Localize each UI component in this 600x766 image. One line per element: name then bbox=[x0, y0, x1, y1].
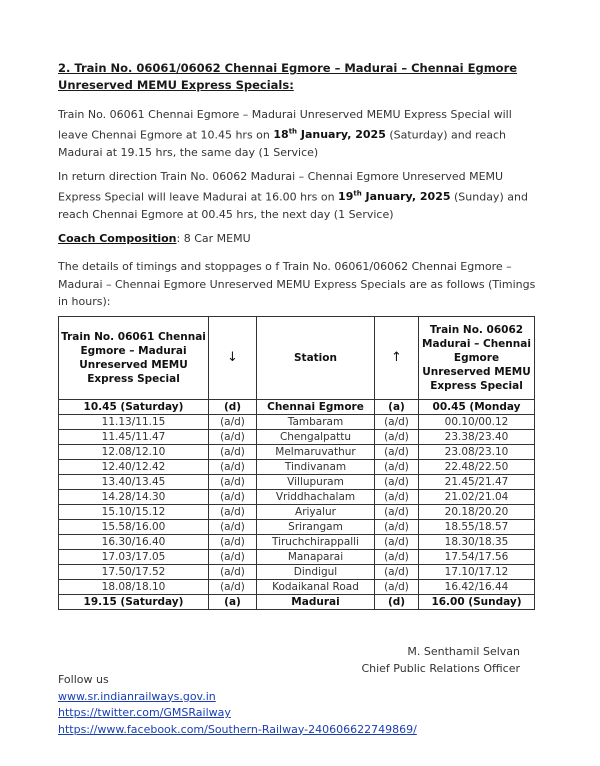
para2-text-end: (Sunday) and reach Chennai Egmore at 00.45 hrs, the next day (1 Service) bbox=[58, 190, 528, 221]
cell-return-ad: (a/d) bbox=[375, 565, 419, 580]
cell-return-time: 23.38/23.40 bbox=[419, 430, 535, 445]
signatory-name: M. Senthamil Selvan bbox=[407, 645, 520, 658]
cell-outbound-ad: (a/d) bbox=[209, 475, 257, 490]
cell-return-ad: (a/d) bbox=[375, 430, 419, 445]
follow-us-label: Follow us bbox=[58, 673, 109, 686]
cell-station: Melmaruvathur bbox=[257, 445, 375, 460]
cell-return-ad: (a/d) bbox=[375, 445, 419, 460]
para1-month-year: January, 2025 bbox=[297, 128, 386, 142]
cell-return-ad: (a) bbox=[375, 400, 419, 415]
paragraph-return bbox=[58, 168, 540, 223]
table-row bbox=[59, 565, 535, 580]
header-station: Station bbox=[257, 317, 375, 400]
cell-return-ad: (a/d) bbox=[375, 520, 419, 535]
table-row bbox=[59, 520, 535, 535]
cell-outbound-ad: (a/d) bbox=[209, 565, 257, 580]
para1-day-suffix: th bbox=[288, 127, 298, 136]
cell-outbound-time: 12.08/12.10 bbox=[59, 445, 209, 460]
cell-station: Manaparai bbox=[257, 550, 375, 565]
facebook-link[interactable]: https://www.facebook.com/Southern-Railway-240606622749869/ bbox=[58, 722, 417, 736]
cell-outbound-time: 12.40/12.42 bbox=[59, 460, 209, 475]
cell-return-ad: (a/d) bbox=[375, 415, 419, 430]
coach-composition bbox=[58, 232, 251, 245]
cell-return-ad: (a/d) bbox=[375, 475, 419, 490]
para1-text-start: Train No. 06061 Chennai Egmore – Madurai Unreserved MEMU Express Special will leave Chennai Egmore at 10.45 hrs on bbox=[58, 108, 512, 142]
cell-station: Chengalpattu bbox=[257, 430, 375, 445]
cell-outbound-ad: (a/d) bbox=[209, 535, 257, 550]
signatory-title: Chief Public Relations Officer bbox=[361, 662, 520, 675]
cell-return-time: 20.18/20.20 bbox=[419, 505, 535, 520]
table-row bbox=[59, 595, 535, 610]
cell-return-ad: (a/d) bbox=[375, 550, 419, 565]
cell-outbound-ad: (a/d) bbox=[209, 430, 257, 445]
coach-composition-label: Coach Composition bbox=[58, 232, 177, 245]
para1-day: 18 bbox=[273, 128, 289, 142]
cell-return-time: 21.02/21.04 bbox=[419, 490, 535, 505]
cell-return-time: 17.54/17.56 bbox=[419, 550, 535, 565]
cell-return-time: 18.30/18.35 bbox=[419, 535, 535, 550]
cell-outbound-ad: (a/d) bbox=[209, 415, 257, 430]
cell-station: Kodaikanal Road bbox=[257, 580, 375, 595]
table-row bbox=[59, 400, 535, 415]
cell-station: Chennai Egmore bbox=[257, 400, 375, 415]
table-row bbox=[59, 445, 535, 460]
cell-station: Tindivanam bbox=[257, 460, 375, 475]
cell-outbound-time: 17.50/17.52 bbox=[59, 565, 209, 580]
cell-return-time: 18.55/18.57 bbox=[419, 520, 535, 535]
cell-outbound-ad: (a) bbox=[209, 595, 257, 610]
cell-station: Villupuram bbox=[257, 475, 375, 490]
cell-return-time: 00.45 (Monday bbox=[419, 400, 535, 415]
cell-outbound-ad: (a/d) bbox=[209, 445, 257, 460]
cell-return-ad: (a/d) bbox=[375, 535, 419, 550]
cell-outbound-ad: (a/d) bbox=[209, 550, 257, 565]
header-outbound-train: Train No. 06061 Chennai Egmore – Madurai Unreserved MEMU Express Special bbox=[59, 317, 209, 400]
cell-return-time: 22.48/22.50 bbox=[419, 460, 535, 475]
cell-outbound-ad: (a/d) bbox=[209, 505, 257, 520]
cell-outbound-time: 13.40/13.45 bbox=[59, 475, 209, 490]
cell-station: Srirangam bbox=[257, 520, 375, 535]
cell-station: Vriddhachalam bbox=[257, 490, 375, 505]
para1-date bbox=[273, 128, 385, 141]
follow-us-block bbox=[58, 672, 417, 738]
timetable-body bbox=[59, 400, 535, 610]
para2-month-year: January, 2025 bbox=[361, 190, 451, 204]
cell-return-ad: (a/d) bbox=[375, 505, 419, 520]
cell-outbound-time: 18.08/18.10 bbox=[59, 580, 209, 595]
cell-return-time: 23.08/23.10 bbox=[419, 445, 535, 460]
cell-station: Tambaram bbox=[257, 415, 375, 430]
table-row bbox=[59, 490, 535, 505]
header-up-arrow: ↑ bbox=[375, 317, 419, 400]
cell-return-time: 17.10/17.12 bbox=[419, 565, 535, 580]
timetable-header-row bbox=[59, 317, 535, 400]
cell-outbound-time: 17.03/17.05 bbox=[59, 550, 209, 565]
cell-station: Dindigul bbox=[257, 565, 375, 580]
cell-outbound-time: 16.30/16.40 bbox=[59, 535, 209, 550]
table-row bbox=[59, 460, 535, 475]
cell-outbound-ad: (a/d) bbox=[209, 580, 257, 595]
twitter-link[interactable]: https://twitter.com/GMSRailway bbox=[58, 706, 231, 719]
cell-return-ad: (d) bbox=[375, 595, 419, 610]
paragraph-timings-intro: The details of timings and stoppages o f Train No. 06061/06062 Chennai Egmore – Madurai – Chennai Egmore Unreserved MEMU Express Specials are as follows (Timings in hours): bbox=[58, 260, 536, 308]
cell-outbound-time: 11.13/11.15 bbox=[59, 415, 209, 430]
para1-text-end: (Saturday) and reach Madurai at 19.15 hrs, the same day (1 Service) bbox=[58, 128, 506, 159]
table-row bbox=[59, 430, 535, 445]
cell-station: Ariyalur bbox=[257, 505, 375, 520]
cell-outbound-ad: (a/d) bbox=[209, 490, 257, 505]
cell-outbound-time: 19.15 (Saturday) bbox=[59, 595, 209, 610]
cell-outbound-time: 11.45/11.47 bbox=[59, 430, 209, 445]
table-row bbox=[59, 505, 535, 520]
cell-return-time: 16.42/16.44 bbox=[419, 580, 535, 595]
cell-outbound-time: 14.28/14.30 bbox=[59, 490, 209, 505]
cell-outbound-time: 10.45 (Saturday) bbox=[59, 400, 209, 415]
cell-outbound-ad: (a/d) bbox=[209, 520, 257, 535]
paragraph-outbound bbox=[58, 106, 540, 161]
table-row bbox=[59, 580, 535, 595]
section-heading: 2. Train No. 06061/06062 Chennai Egmore – Madurai – Chennai Egmore Unreserved MEMU Express Specials: bbox=[58, 61, 518, 92]
coach-composition-value: : 8 Car MEMU bbox=[176, 232, 251, 245]
cell-station: Tiruchchirappalli bbox=[257, 535, 375, 550]
header-down-arrow: ↓ bbox=[209, 317, 257, 400]
para2-date bbox=[338, 190, 450, 203]
cell-return-ad: (a/d) bbox=[375, 580, 419, 595]
table-row bbox=[59, 535, 535, 550]
cell-return-time: 21.45/21.47 bbox=[419, 475, 535, 490]
cell-return-time: 16.00 (Sunday) bbox=[419, 595, 535, 610]
table-row bbox=[59, 415, 535, 430]
table-row bbox=[59, 550, 535, 565]
timetable bbox=[58, 316, 535, 610]
para2-day-suffix: th bbox=[353, 189, 362, 198]
cell-return-ad: (a/d) bbox=[375, 490, 419, 505]
para2-text-start: In return direction Train No. 06062 Madurai – Chennai Egmore Unreserved MEMU Express Special will leave Madurai at 16.00 hrs on bbox=[58, 170, 504, 204]
para2-day: 19 bbox=[338, 190, 354, 204]
cell-outbound-time: 15.58/16.00 bbox=[59, 520, 209, 535]
cell-outbound-ad: (a/d) bbox=[209, 460, 257, 475]
cell-return-ad: (a/d) bbox=[375, 460, 419, 475]
cell-outbound-time: 15.10/15.12 bbox=[59, 505, 209, 520]
cell-station: Madurai bbox=[257, 595, 375, 610]
table-row bbox=[59, 475, 535, 490]
cell-return-time: 00.10/00.12 bbox=[419, 415, 535, 430]
cell-outbound-ad: (d) bbox=[209, 400, 257, 415]
website-link[interactable]: www.sr.indianrailways.gov.in bbox=[58, 689, 216, 703]
header-return-train: Train No. 06062 Madurai – Chennai Egmore Unreserved MEMU Express Special bbox=[419, 317, 535, 400]
